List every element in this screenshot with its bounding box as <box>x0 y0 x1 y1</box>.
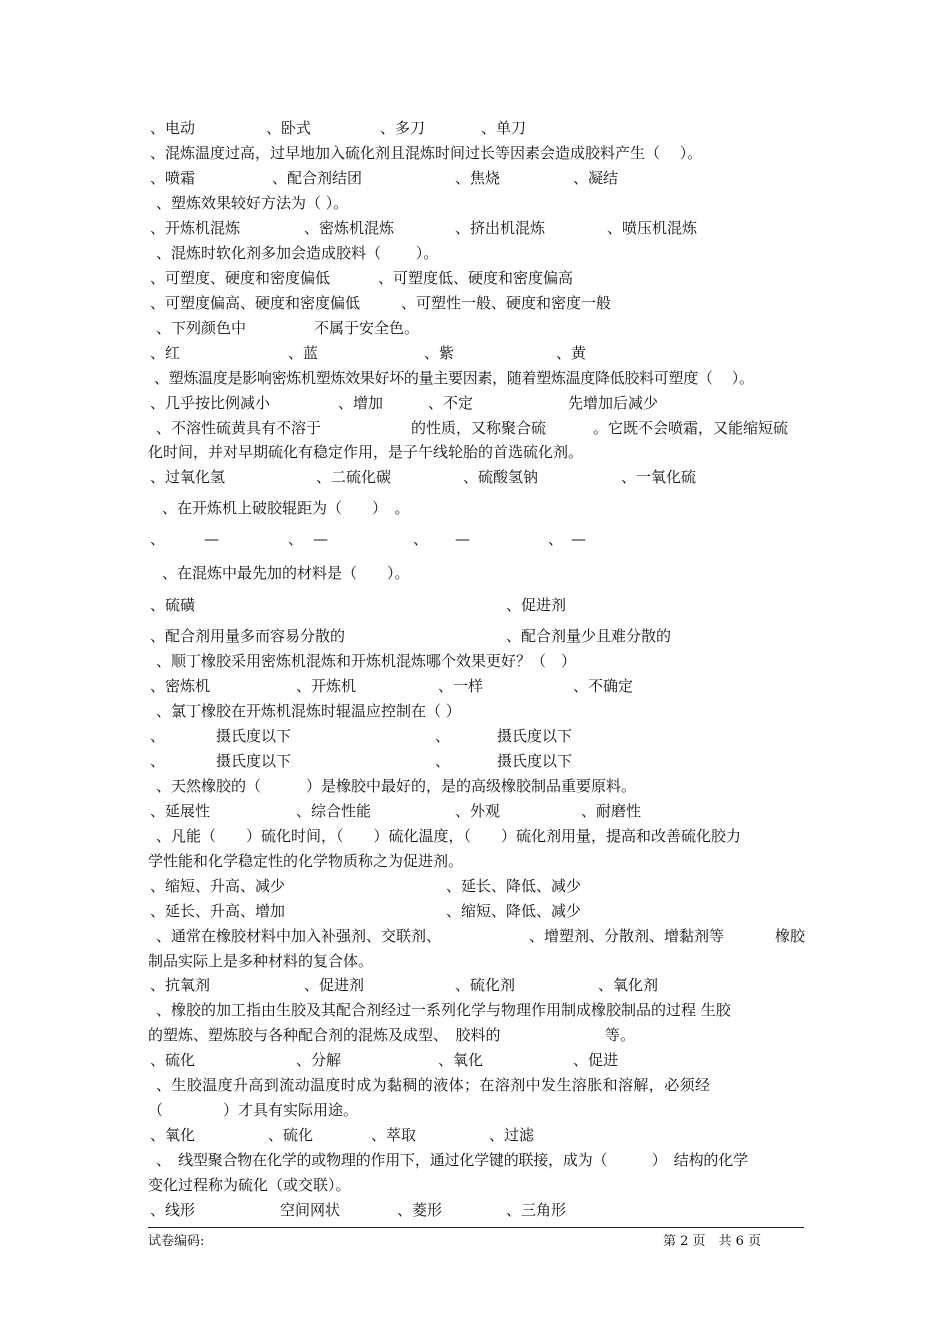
option-text: 、综合性能 <box>296 802 372 820</box>
option-text: — <box>204 530 219 548</box>
question-line: 、过氧化氢 <box>150 468 226 486</box>
option-text: 不属于安全色。 <box>314 319 420 337</box>
option-text: 、缩短、降低、减少 <box>446 902 582 920</box>
option-text: 、过滤 <box>489 1126 535 1144</box>
question-line: 、下列颜色中 <box>156 319 247 337</box>
option-text: 、氧化 <box>438 1051 484 1069</box>
option-text: 、配合剂结团 <box>272 169 363 187</box>
option-text: 、促进剂 <box>506 596 567 614</box>
option-text: 、可塑性一般、硬度和密度一般 <box>401 294 612 312</box>
option-text: 、硫化 <box>268 1126 314 1144</box>
question-line: 、混炼温度过高，过早地加入硫化剂且混炼时间过长等因素会造成胶料产生（ ）。 <box>150 144 703 162</box>
option-text: 、硫酸氢钠 <box>463 468 539 486</box>
option-text: 、延长、降低、减少 <box>446 877 582 895</box>
question-line: 、延展性 <box>150 802 211 820</box>
page-number: 第 2 页 共 6 页 <box>663 1234 762 1249</box>
option-text: 、萃取 <box>371 1126 417 1144</box>
option-text: 摄氏度以下 <box>497 727 573 745</box>
question-line: 、 <box>150 727 166 745</box>
option-text: 空间网状 <box>280 1201 341 1219</box>
option-text: 、蓝 <box>288 344 319 362</box>
option-text: 摄氏度以下 <box>216 727 292 745</box>
question-line: 、延长、升高、增加 <box>150 902 286 920</box>
option-text: 、不确定 <box>573 677 634 695</box>
question-line: 、抗氧剂 <box>150 976 211 994</box>
exam-code-label: 试卷编码: <box>148 1234 205 1249</box>
option-text: 、一样 <box>438 677 484 695</box>
option-text: 、喷压机混炼 <box>607 219 698 237</box>
option-text: 、黄 <box>556 344 587 362</box>
question-line: 、塑炼效果较好方法为（ ）。 <box>156 194 349 212</box>
question-line: 、 <box>150 530 166 548</box>
question-line: 、混炼时软化剂多加会造成胶料（ ）。 <box>156 244 439 262</box>
question-line: 、 线型聚合物在化学的或物理的作用下，通过化学键的联接，成为（ ） 结构的化学 <box>156 1151 748 1169</box>
question-line: 、顺丁橡胶采用密炼机混炼和开炼机混炼哪个效果更好？（ ） <box>156 652 577 670</box>
option-text: 、二硫化碳 <box>316 468 392 486</box>
option-text: 、 <box>413 530 429 548</box>
question-line: 、凡能（ ）硫化时间，（ ）硫化温度，（ ）硫化剂用量，提高和改善硫化胶力 <box>156 827 742 845</box>
question-line: 制品实际上是多种材料的复合体。 <box>148 952 374 970</box>
option-text: 、 <box>435 727 451 745</box>
option-text: 、外观 <box>455 802 501 820</box>
question-line: 、硫化 <box>150 1051 196 1069</box>
question-line: 、橡胶的加工指由生胶及其配合剂经过一系列化学与物理作用制成橡胶制品的过程 生胶 <box>156 1001 731 1019</box>
option-text: 、促进 <box>573 1051 619 1069</box>
question-line: 学性能和化学稳定性的化学物质称之为促进剂。 <box>148 852 464 870</box>
question-line: 的塑炼、塑炼胶与各种配合剂的混炼及成型、 胶料的 <box>148 1026 501 1044</box>
option-text: 、挤出机混炼 <box>455 219 546 237</box>
question-line: 、天然橡胶的（ ）是橡胶中最好的，是的高级橡胶制品重要原料。 <box>156 777 637 795</box>
option-text: 、增加 <box>338 394 384 412</box>
option-text: 。它既不会喷霜，又能缩短硫 <box>593 419 789 437</box>
footer-rule <box>148 1227 804 1228</box>
question-line: 、 <box>150 752 166 770</box>
option-text: 、促进剂 <box>304 976 365 994</box>
question-line: 、氯丁橡胶在开炼机混炼时辊温应控制在（ ） <box>156 702 461 720</box>
question-line: 、可塑度、硬度和密度偏低 <box>150 269 331 287</box>
question-line: 变化过程称为硫化（或交联）。 <box>148 1176 351 1194</box>
option-text: — <box>571 530 586 548</box>
question-line: 、氧化 <box>150 1126 196 1144</box>
option-text: 的性质，又称聚合硫 <box>411 419 547 437</box>
option-text: 、多刀 <box>380 119 426 137</box>
question-line: 、喷霜 <box>150 169 196 187</box>
option-text: 、可塑度低、硬度和密度偏高 <box>378 269 574 287</box>
option-text: 、不定 <box>428 394 474 412</box>
question-line: 、生胶温度升高到流动温度时成为黏稠的液体；在溶剂中发生溶胀和溶解，必须经 <box>156 1076 711 1094</box>
question-line: （ ）才具有实际用途。 <box>148 1101 359 1119</box>
option-text: 摄氏度以下 <box>216 752 292 770</box>
option-text: 、配合剂量少且难分散的 <box>506 627 672 645</box>
question-line: 、几乎按比例减小 <box>150 394 271 412</box>
question-line: 、红 <box>150 344 181 362</box>
option-text: 、 <box>548 530 564 548</box>
option-text: 、单刀 <box>481 119 527 137</box>
option-text: 、开炼机 <box>296 677 357 695</box>
option-text: 、三角形 <box>506 1201 567 1219</box>
option-text: 、 <box>288 530 304 548</box>
question-line: 、不溶性硫黄具有不溶于 <box>156 419 322 437</box>
question-line: 、密炼机 <box>150 677 211 695</box>
option-text: 、紫 <box>424 344 455 362</box>
question-line: 、在开炼机上破胶辊距为（ ） 。 <box>162 499 410 517</box>
option-text: 、 <box>435 752 451 770</box>
option-text: 、分解 <box>296 1051 342 1069</box>
option-text: 、菱形 <box>397 1201 443 1219</box>
option-text: 、一氧化硫 <box>621 468 697 486</box>
question-line: 、线形 <box>150 1201 196 1219</box>
option-text: 橡胶 <box>775 927 806 945</box>
question-line: 、可塑度偏高、硬度和密度偏低 <box>150 294 361 312</box>
question-line: 、缩短、升高、减少 <box>150 877 286 895</box>
question-line: 、硫磺 <box>150 596 196 614</box>
option-text: 、氧化剂 <box>598 976 659 994</box>
option-text: 摄氏度以下 <box>497 752 573 770</box>
question-line: 、开炼机混炼 <box>150 219 241 237</box>
question-line: 、在混炼中最先加的材料是（ ）。 <box>162 564 410 582</box>
option-text: 、耐磨性 <box>581 802 642 820</box>
question-line: 、通常在橡胶材料中加入补强剂、交联剂、 <box>156 927 442 945</box>
option-text: 、凝结 <box>573 169 619 187</box>
option-text: 、硫化剂 <box>455 976 516 994</box>
option-text: 等。 <box>605 1026 636 1044</box>
question-line: 、塑炼温度是影响密炼机塑炼效果好坏的量主要因素，随着塑炼温度降低胶料可塑度（ ）。 <box>154 369 754 387</box>
option-text: 、焦烧 <box>455 169 501 187</box>
option-text: — <box>455 530 470 548</box>
question-line: 、配合剂用量多而容易分散的 <box>150 627 346 645</box>
option-text: 、增塑剂、分散剂、增黏剂等 <box>529 927 725 945</box>
option-text: 、卧式 <box>266 119 312 137</box>
option-text: 先增加后减少 <box>568 394 659 412</box>
option-text: — <box>313 530 328 548</box>
question-line: 化时间，并对早期硫化有稳定作用，是子午线轮胎的首选硫化剂。 <box>148 443 584 461</box>
question-line: 、电动 <box>150 119 196 137</box>
option-text: 、密炼机混炼 <box>304 219 395 237</box>
